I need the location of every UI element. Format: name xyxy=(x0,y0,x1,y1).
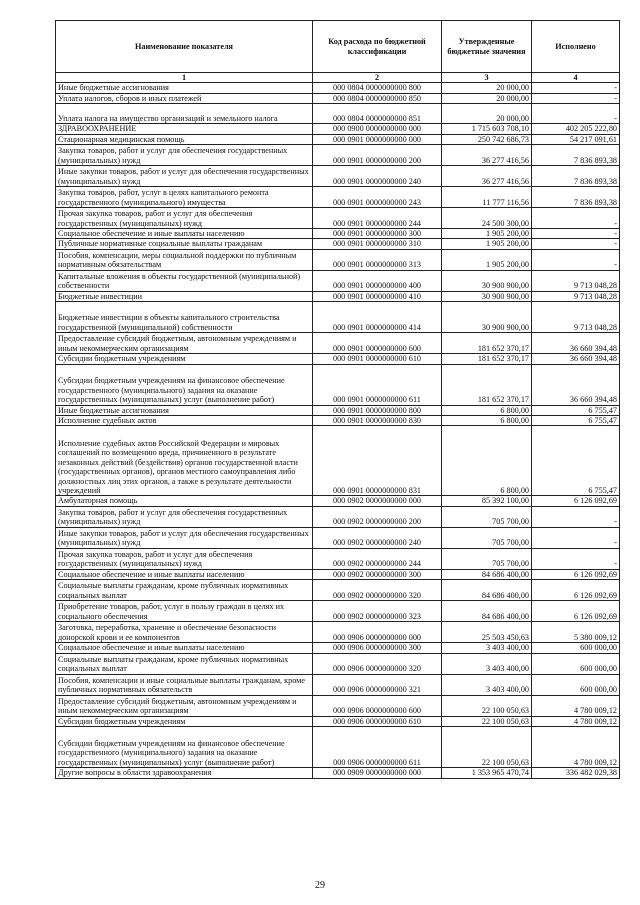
indicator-name-cell: Исполнение судебных актов Российской Федерации и мировых соглашений по возмещению вреда, причиненного в результате незаконных действий (бездействия) органов государственной власти (государственных органов), органов местного самоуправления либо должностных лиц этих органов, а также в результате деятельности учреждений xyxy=(56,426,313,496)
indicator-name-cell: Закупка товаров, работ и услуг для обеспечения государственных (муниципальных) нужд xyxy=(56,145,313,166)
executed-value-cell: 36 660 394,48 xyxy=(532,354,620,364)
executed-value-cell: 402 205 222,80 xyxy=(532,124,620,134)
column-number: 1 xyxy=(56,73,313,83)
approved-value-cell: 30 900 900,00 xyxy=(442,302,532,333)
approved-value-cell: 20 000,00 xyxy=(442,83,532,93)
table-row xyxy=(56,727,620,768)
approved-value-cell: 25 503 450,63 xyxy=(442,622,532,643)
executed-value-cell: - xyxy=(532,93,620,103)
indicator-name-cell: Предоставление субсидий бюджетным, автономным учреждениям и иным некоммерческим организациям xyxy=(56,333,313,354)
executed-value-cell: 7 836 893,38 xyxy=(532,187,620,208)
approved-value-cell: 6 800,00 xyxy=(442,426,532,496)
approved-value-cell: 1 353 965 470,74 xyxy=(442,768,532,778)
executed-value-cell: 6 755,47 xyxy=(532,426,620,496)
column-number: 4 xyxy=(532,73,620,83)
executed-value-cell: 9 713 048,28 xyxy=(532,302,620,333)
executed-value-cell: 336 482 029,38 xyxy=(532,768,620,778)
approved-value-cell: 705 700,00 xyxy=(442,527,532,548)
indicator-name-cell: Заготовка, переработка, хранение и обеспечение безопасности донорской крови и ее компонентов xyxy=(56,622,313,643)
classification-code-cell: 000 0804 0000000000 850 xyxy=(313,93,442,103)
approved-value-cell: 181 652 370,17 xyxy=(442,354,532,364)
executed-value-cell: 5 380 009,12 xyxy=(532,622,620,643)
table-row xyxy=(56,496,620,506)
indicator-name-cell: Иные бюджетные ассигнования xyxy=(56,83,313,93)
column-numbers-row xyxy=(56,73,620,83)
table-row xyxy=(56,333,620,354)
table-row xyxy=(56,166,620,187)
approved-value-cell: 1 905 200,00 xyxy=(442,239,532,249)
table-row xyxy=(56,104,620,124)
indicator-name-cell: Капитальные вложения в объекты государственной (муниципальной) собственности xyxy=(56,270,313,291)
approved-value-cell: 36 277 416,56 xyxy=(442,166,532,187)
executed-value-cell: 6 755,47 xyxy=(532,405,620,415)
header-classification-code: Код расхода по бюджетной классификации xyxy=(313,21,442,73)
classification-code-cell: 000 0901 0000000000 610 xyxy=(313,354,442,364)
column-number: 3 xyxy=(442,73,532,83)
table-row xyxy=(56,527,620,548)
classification-code-cell: 000 0902 0000000000 323 xyxy=(313,601,442,622)
executed-value-cell: 4 780 009,12 xyxy=(532,727,620,768)
page-number: 29 xyxy=(315,880,325,891)
approved-value-cell: 84 686 400,00 xyxy=(442,601,532,622)
classification-code-cell: 000 0906 0000000000 600 xyxy=(313,695,442,716)
approved-value-cell: 3 403 400,00 xyxy=(442,653,532,674)
table-row xyxy=(56,239,620,249)
table-row xyxy=(56,229,620,239)
approved-value-cell: 1 905 200,00 xyxy=(442,229,532,239)
table-row xyxy=(56,548,620,569)
classification-code-cell: 000 0804 0000000000 800 xyxy=(313,83,442,93)
header-executed: Исполнено xyxy=(532,21,620,73)
classification-code-cell: 000 0902 0000000000 240 xyxy=(313,527,442,548)
executed-value-cell: 6 126 092,69 xyxy=(532,569,620,579)
executed-value-cell: - xyxy=(532,239,620,249)
classification-code-cell: 000 0901 0000000000 600 xyxy=(313,333,442,354)
table-row xyxy=(56,653,620,674)
table-row xyxy=(56,695,620,716)
executed-value-cell: 9 713 048,28 xyxy=(532,291,620,301)
classification-code-cell: 000 0901 0000000000 831 xyxy=(313,426,442,496)
approved-value-cell: 30 900 900,00 xyxy=(442,270,532,291)
header-indicator-name: Наименование показателя xyxy=(56,21,313,73)
table-row xyxy=(56,124,620,134)
table-header xyxy=(56,21,620,83)
classification-code-cell: 000 0901 0000000000 244 xyxy=(313,208,442,229)
approved-value-cell: 181 652 370,17 xyxy=(442,333,532,354)
approved-value-cell: 20 000,00 xyxy=(442,104,532,124)
table-row xyxy=(56,601,620,622)
table-row xyxy=(56,291,620,301)
table-row xyxy=(56,83,620,93)
indicator-name-cell: ЗДРАВООХРАНЕНИЕ xyxy=(56,124,313,134)
indicator-name-cell: Социальное обеспечение и иные выплаты населению xyxy=(56,229,313,239)
indicator-name-cell: Прочая закупка товаров, работ и услуг для обеспечения государственных (муниципальных) нужд xyxy=(56,208,313,229)
classification-code-cell: 000 0906 0000000000 610 xyxy=(313,716,442,726)
classification-code-cell: 000 0902 0000000000 300 xyxy=(313,569,442,579)
classification-code-cell: 000 0901 0000000000 611 xyxy=(313,364,442,405)
indicator-name-cell: Предоставление субсидий бюджетным, автономным учреждениям и иным некоммерческим организациям xyxy=(56,695,313,716)
table-row xyxy=(56,145,620,166)
classification-code-cell: 000 0902 0000000000 000 xyxy=(313,496,442,506)
executed-value-cell: - xyxy=(532,548,620,569)
executed-value-cell: 36 660 394,48 xyxy=(532,364,620,405)
indicator-name-cell: Прочая закупка товаров, работ и услуг для обеспечения государственных (муниципальных) нужд xyxy=(56,548,313,569)
table-row xyxy=(56,270,620,291)
indicator-name-cell: Закупка товаров, работ и услуг для обеспечения государственных (муниципальных) нужд xyxy=(56,506,313,527)
classification-code-cell: 000 0906 0000000000 321 xyxy=(313,674,442,695)
table-row xyxy=(56,622,620,643)
approved-value-cell: 3 403 400,00 xyxy=(442,643,532,653)
executed-value-cell: - xyxy=(532,104,620,124)
approved-value-cell: 1 905 200,00 xyxy=(442,249,532,270)
table-row xyxy=(56,569,620,579)
indicator-name-cell: Иные бюджетные ассигнования xyxy=(56,405,313,415)
executed-value-cell: - xyxy=(532,506,620,527)
executed-value-cell: 600 000,00 xyxy=(532,653,620,674)
indicator-name-cell: Иные закупки товаров, работ и услуг для обеспечения государственных (муниципальных) нужд xyxy=(56,527,313,548)
indicator-name-cell: Субсидии бюджетным учреждениям на финансовое обеспечение государственного (муниципального) задания на оказание государственных (муниципальных) услуг (выполнение работ) xyxy=(56,364,313,405)
indicator-name-cell: Субсидии бюджетным учреждениям xyxy=(56,354,313,364)
classification-code-cell: 000 0906 0000000000 000 xyxy=(313,622,442,643)
classification-code-cell: 000 0902 0000000000 244 xyxy=(313,548,442,569)
approved-value-cell: 84 686 400,00 xyxy=(442,569,532,579)
table-row xyxy=(56,187,620,208)
classification-code-cell: 000 0906 0000000000 300 xyxy=(313,643,442,653)
table-row xyxy=(56,716,620,726)
table-body xyxy=(56,83,620,778)
classification-code-cell: 000 0901 0000000000 000 xyxy=(313,134,442,144)
approved-value-cell: 24 500 300,00 xyxy=(442,208,532,229)
executed-value-cell: 7 836 893,38 xyxy=(532,166,620,187)
approved-value-cell: 6 800,00 xyxy=(442,405,532,415)
approved-value-cell: 3 403 400,00 xyxy=(442,674,532,695)
executed-value-cell: - xyxy=(532,83,620,93)
executed-value-cell: 600 000,00 xyxy=(532,643,620,653)
approved-value-cell: 36 277 416,56 xyxy=(442,145,532,166)
classification-code-cell: 000 0902 0000000000 200 xyxy=(313,506,442,527)
indicator-name-cell: Социальные выплаты гражданам, кроме публичных нормативных социальных выплат xyxy=(56,653,313,674)
approved-value-cell: 22 100 050,63 xyxy=(442,727,532,768)
table-row xyxy=(56,426,620,496)
approved-value-cell: 6 800,00 xyxy=(442,416,532,426)
approved-value-cell: 30 900 900,00 xyxy=(442,291,532,301)
classification-code-cell: 000 0901 0000000000 300 xyxy=(313,229,442,239)
classification-code-cell: 000 0901 0000000000 310 xyxy=(313,239,442,249)
indicator-name-cell: Социальные выплаты гражданам, кроме публичных нормативных социальных выплат xyxy=(56,580,313,601)
classification-code-cell: 000 0906 0000000000 320 xyxy=(313,653,442,674)
executed-value-cell: 600 000,00 xyxy=(532,674,620,695)
executed-value-cell: 4 780 009,12 xyxy=(532,695,620,716)
classification-code-cell: 000 0900 0000000000 000 xyxy=(313,124,442,134)
executed-value-cell: - xyxy=(532,208,620,229)
column-number: 2 xyxy=(313,73,442,83)
table-row xyxy=(56,506,620,527)
table-row xyxy=(56,416,620,426)
classification-code-cell: 000 0901 0000000000 800 xyxy=(313,405,442,415)
classification-code-cell: 000 0902 0000000000 320 xyxy=(313,580,442,601)
indicator-name-cell: Приобретение товаров, работ, услуг в пользу граждан в целях их социального обеспечения xyxy=(56,601,313,622)
indicator-name-cell: Другие вопросы в области здравоохранения xyxy=(56,768,313,778)
executed-value-cell: - xyxy=(532,229,620,239)
executed-value-cell: 6 755,47 xyxy=(532,416,620,426)
table-row xyxy=(56,302,620,333)
executed-value-cell: 6 126 092,69 xyxy=(532,580,620,601)
executed-value-cell: 7 836 893,38 xyxy=(532,145,620,166)
classification-code-cell: 000 0901 0000000000 240 xyxy=(313,166,442,187)
indicator-name-cell: Уплата налога на имущество организаций и земельного налога xyxy=(56,104,313,124)
indicator-name-cell: Пособия, компенсации и иные социальные выплаты гражданам, кроме публичных нормативных обязательств xyxy=(56,674,313,695)
table-row xyxy=(56,405,620,415)
executed-value-cell: - xyxy=(532,249,620,270)
approved-value-cell: 22 100 050,63 xyxy=(442,716,532,726)
indicator-name-cell: Бюджетные инвестиции xyxy=(56,291,313,301)
table-row xyxy=(56,134,620,144)
table-row xyxy=(56,643,620,653)
classification-code-cell: 000 0901 0000000000 243 xyxy=(313,187,442,208)
classification-code-cell: 000 0901 0000000000 400 xyxy=(313,270,442,291)
approved-value-cell: 22 100 050,63 xyxy=(442,695,532,716)
indicator-name-cell: Субсидии бюджетным учреждениям на финансовое обеспечение государственного (муниципального) задания на оказание государственных (муниципальных) услуг (выполнение работ) xyxy=(56,727,313,768)
indicator-name-cell: Исполнение судебных актов xyxy=(56,416,313,426)
approved-value-cell: 84 686 400,00 xyxy=(442,580,532,601)
indicator-name-cell: Социальное обеспечение и иные выплаты населению xyxy=(56,569,313,579)
indicator-name-cell: Амбулаторная помощь xyxy=(56,496,313,506)
classification-code-cell: 000 0901 0000000000 414 xyxy=(313,302,442,333)
executed-value-cell: 36 660 394,48 xyxy=(532,333,620,354)
table-row xyxy=(56,208,620,229)
table-row xyxy=(56,93,620,103)
table-row xyxy=(56,580,620,601)
indicator-name-cell: Бюджетные инвестиции в объекты капитального строительства государственной (муниципальной) собственности xyxy=(56,302,313,333)
approved-value-cell: 11 777 116,56 xyxy=(442,187,532,208)
indicator-name-cell: Иные закупки товаров, работ и услуг для обеспечения государственных (муниципальных) нужд xyxy=(56,166,313,187)
indicator-name-cell: Стационарная медицинская помощь xyxy=(56,134,313,144)
executed-value-cell: 4 780 009,12 xyxy=(532,716,620,726)
table-row xyxy=(56,674,620,695)
classification-code-cell: 000 0901 0000000000 830 xyxy=(313,416,442,426)
approved-value-cell: 705 700,00 xyxy=(442,548,532,569)
classification-code-cell: 000 0909 0000000000 000 xyxy=(313,768,442,778)
approved-value-cell: 250 742 686,73 xyxy=(442,134,532,144)
approved-value-cell: 85 392 100,00 xyxy=(442,496,532,506)
classification-code-cell: 000 0906 0000000000 611 xyxy=(313,727,442,768)
header-approved-values: Утвержденные бюджетные значения xyxy=(442,21,532,73)
indicator-name-cell: Социальное обеспечение и иные выплаты населению xyxy=(56,643,313,653)
indicator-name-cell: Уплата налогов, сборов и иных платежей xyxy=(56,93,313,103)
indicator-name-cell: Субсидии бюджетным учреждениям xyxy=(56,716,313,726)
approved-value-cell: 181 652 370,17 xyxy=(442,364,532,405)
approved-value-cell: 20 000,00 xyxy=(442,93,532,103)
indicator-name-cell: Пособия, компенсации, меры социальной поддержки по публичным нормативным обязательствам xyxy=(56,249,313,270)
budget-execution-table xyxy=(55,20,620,779)
executed-value-cell: 54 217 091,61 xyxy=(532,134,620,144)
indicator-name-cell: Публичные нормативные социальные выплаты гражданам xyxy=(56,239,313,249)
table-row xyxy=(56,354,620,364)
indicator-name-cell: Закупка товаров, работ, услуг в целях капитального ремонта государственного (муниципального) имущества xyxy=(56,187,313,208)
approved-value-cell: 705 700,00 xyxy=(442,506,532,527)
executed-value-cell: 9 713 048,28 xyxy=(532,270,620,291)
classification-code-cell: 000 0804 0000000000 851 xyxy=(313,104,442,124)
classification-code-cell: 000 0901 0000000000 200 xyxy=(313,145,442,166)
table-row xyxy=(56,364,620,405)
executed-value-cell: 6 126 092,69 xyxy=(532,601,620,622)
table-row xyxy=(56,249,620,270)
classification-code-cell: 000 0901 0000000000 313 xyxy=(313,249,442,270)
classification-code-cell: 000 0901 0000000000 410 xyxy=(313,291,442,301)
table-row xyxy=(56,768,620,778)
executed-value-cell: - xyxy=(532,527,620,548)
approved-value-cell: 1 715 603 708,10 xyxy=(442,124,532,134)
executed-value-cell: 6 126 092,69 xyxy=(532,496,620,506)
